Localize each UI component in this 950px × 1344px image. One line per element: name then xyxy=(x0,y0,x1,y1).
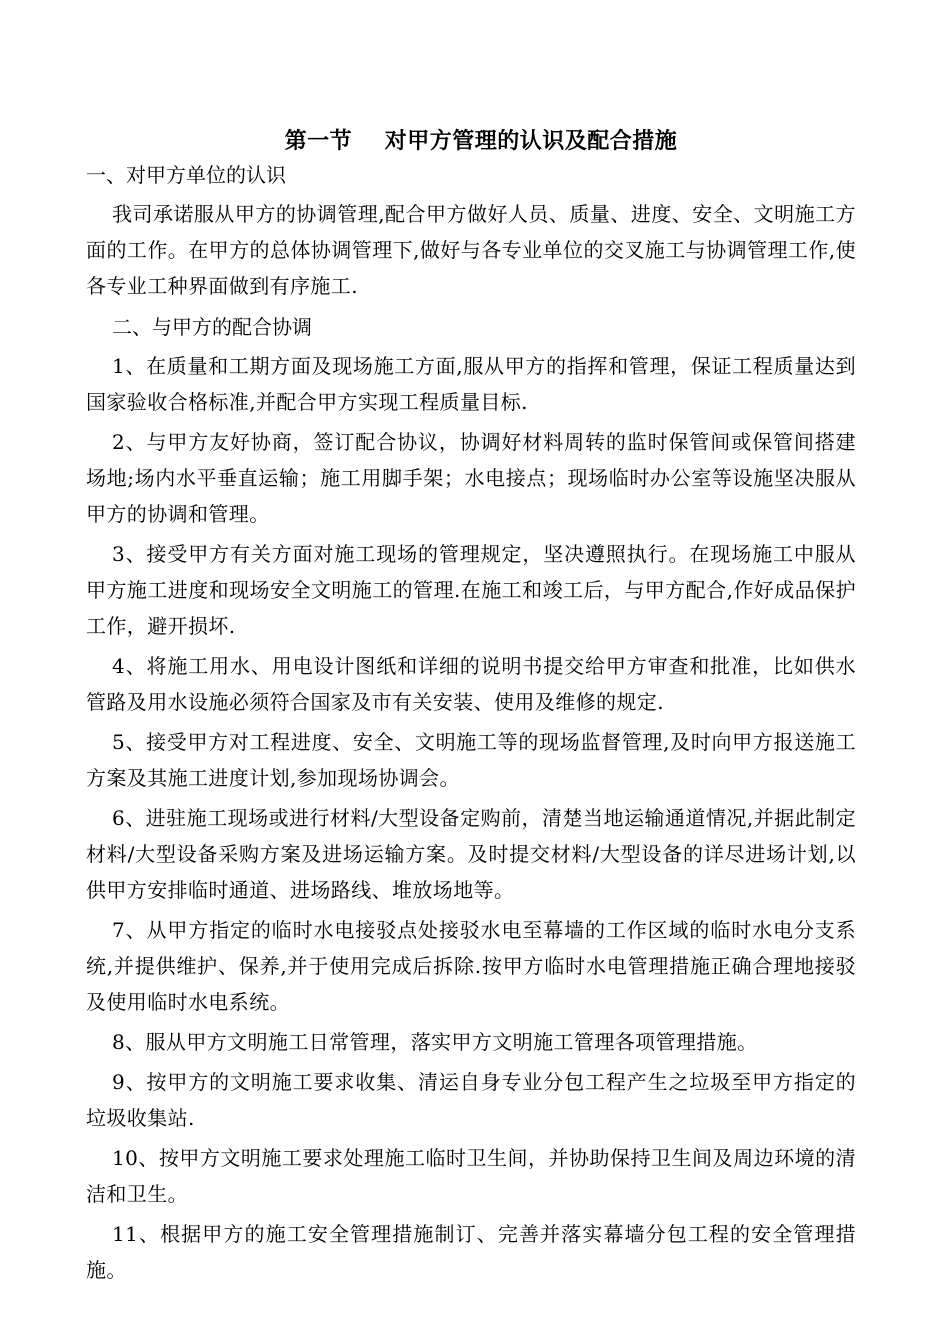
section1-paragraph: 我司承诺服从甲方的协调管理,配合甲方做好人员、质量、进度、安全、文明施工方面的工作。在甲方的总体协调管理下,做好与各专业单位的交叉施工与协调管理工作,使各专业工种界面做到有序施工. xyxy=(86,202,856,298)
section1-heading: 一、对甲方单位的认识 xyxy=(86,163,286,187)
list-item: 10、按甲方文明施工要求处理施工临时卫生间，并协助保持卫生间及周边环境的清洁和卫生。 xyxy=(86,1146,856,1206)
document-page xyxy=(86,124,856,1292)
section2-heading: 二、与甲方的配合协调 xyxy=(112,315,312,339)
list-item: 6、进驻施工现场或进行材料/大型设备定购前，清楚当地运输通道情况,并据此制定材料/大型设备采购方案及进场运输方案。及时提交材料/大型设备的详尽进场计划,以供甲方安排临时通道、进场路线、堆放场地等。 xyxy=(86,806,856,902)
list-item: 8、服从甲方文明施工日常管理，落实甲方文明施工管理各项管理措施。 xyxy=(112,1030,758,1054)
list-item: 3、接受甲方有关方面对施工现场的管理规定，坚决遵照执行。在现场施工中服从甲方施工进度和现场安全文明施工的管理.在施工和竣工后，与甲方配合,作好成品保护工作，避开损坏. xyxy=(86,542,856,638)
list-item: 9、按甲方的文明施工要求收集、清运自身专业分包工程产生之垃圾至甲方指定的垃圾收集站. xyxy=(86,1070,856,1130)
list-item: 11、根据甲方的施工安全管理措施制订、完善并落实幕墙分包工程的安全管理措施。 xyxy=(86,1222,856,1282)
list-item: 5、接受甲方对工程进度、安全、文明施工等的现场监督管理,及时向甲方报送施工方案及其施工进度计划,参加现场协调会。 xyxy=(86,730,856,790)
list-item: 1、在质量和工期方面及现场施工方面,服从甲方的指挥和管理，保证工程质量达到国家验收合格标准,并配合甲方实现工程质量目标. xyxy=(86,354,856,414)
section-title: 第一节 对甲方管理的认识及配合措施 xyxy=(284,128,678,154)
list-item: 4、将施工用水、用电设计图纸和详细的说明书提交给甲方审查和批准，比如供水管路及用水设施必须符合国家及市有关安装、使用及维修的规定. xyxy=(86,654,856,714)
list-item: 2、与甲方友好协商，签订配合协议，协调好材料周转的监时保管间或保管间搭建场地;场内水平垂直运输；施工用脚手架；水电接点；现场临时办公室等设施坚决服从甲方的协调和管理。 xyxy=(86,430,856,526)
list-item: 7、从甲方指定的临时水电接驳点处接驳水电至幕墙的工作区域的临时水电分支系统,并提供维护、保养,并于使用完成后拆除.按甲方临时水电管理措施正确合理地接驳及使用临时水电系统。 xyxy=(86,918,856,1014)
